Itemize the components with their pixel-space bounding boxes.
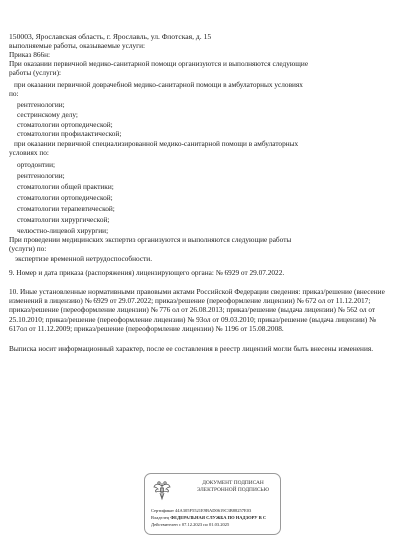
double-headed-eagle-emblem-icon xyxy=(151,479,173,501)
pre-doctor-care-line1: при оказании первичной доврачебной медико-санитарной помощи в амбулаторных условиях xyxy=(14,80,303,89)
list-item: экспертизе временной нетрудоспособности. xyxy=(15,254,153,263)
specialized-care-line2: условиях по: xyxy=(9,148,49,157)
list-item: стоматологии ортопедической; xyxy=(17,120,113,129)
signature-title-line1: ДОКУМЕНТ ПОДПИСАН xyxy=(202,480,264,486)
expertise-line1: При проведении медицинских экспертиз организуются и выполняются следующие работы xyxy=(9,235,292,244)
list-item: стоматологии терапевтической; xyxy=(17,204,115,213)
primary-care-org-line1: При оказании первичной медико-санитарной помощи организуются и выполняются следующие xyxy=(9,59,309,68)
section-10: 10. Иные установленные нормативными правовыми актами Российской Федерации сведения: приказ/решение (внесение изменений в лицензию) № 6929 от 29.07.2022; приказ/решение (переоформление лицензии) № 672 ол от 11.12.2017; приказ/решение (переоформление лицензии) № 776 ол от 26.08.2013; приказ/решение (выдача лицензии) № 562 ол от 25.10.2010; приказ/решение (переоформление лицензии) № 93ол от 09.03.2010; приказ/решение (выдача лицензии) № 617ол от 11.12.2009; приказ/решение (переоформление лицензии) № 1196 от 15.08.2008. xyxy=(9,287,385,333)
signature-title xyxy=(189,480,277,494)
list-item: стоматологии профилактической; xyxy=(17,129,122,138)
list-item: стоматологии общей практики; xyxy=(17,182,114,191)
pre-doctor-care-line2: по: xyxy=(9,89,19,98)
list-item: стоматологии ортопедической; xyxy=(17,193,113,202)
signature-title-line2: ЭЛЕКТРОННОЙ ПОДПИСЬЮ xyxy=(196,487,270,493)
list-item: челюстно-лицевой хирургии; xyxy=(17,226,109,235)
owner-name: ФЕДЕРАЛЬНАЯ СЛУЖБА ПО НАДЗОРУ В С xyxy=(170,515,267,520)
list-item: рентгенологии; xyxy=(17,100,65,109)
expertise-line2: (услуги) по: xyxy=(9,244,47,253)
certificate-validity: Действителен с 07.12.2023 по 01.03.2025 xyxy=(151,522,230,527)
primary-care-org-line2: работы (услуги): xyxy=(9,68,62,77)
section-9: 9. Номер и дата приказа (распоряжения) лицензирующего органа: № 6929 от 29.07.2022. xyxy=(9,268,285,277)
address-line: 150003, Ярославская область, г. Ярославль, ул. Флотская, д. 15 xyxy=(9,32,212,41)
list-item: сестринскому делу; xyxy=(17,110,78,119)
footer-note: Выписка носит информационный характер, после ее составления в реестр лицензий могли быть внесены изменения. xyxy=(9,344,374,353)
order-866-label: Приказ 866н: xyxy=(9,50,51,59)
electronic-signature-stamp xyxy=(144,473,281,535)
list-item: стоматологии хирургической; xyxy=(17,215,110,224)
owner-prefix: Владелец xyxy=(151,515,170,520)
list-item: ортодонтии; xyxy=(17,160,56,169)
specialized-care-line1: при оказании первичной специализированной медико-санитарной помощи в амбулаторных xyxy=(14,139,299,148)
list-item: рентгенологии; xyxy=(17,171,65,180)
certificate-owner xyxy=(151,515,266,521)
certificate-number: Сертификат 44A305F5521E9BAD0619C3B88257E03 xyxy=(151,508,252,513)
works-heading: выполняемые работы, оказываемые услуги: xyxy=(9,41,146,50)
